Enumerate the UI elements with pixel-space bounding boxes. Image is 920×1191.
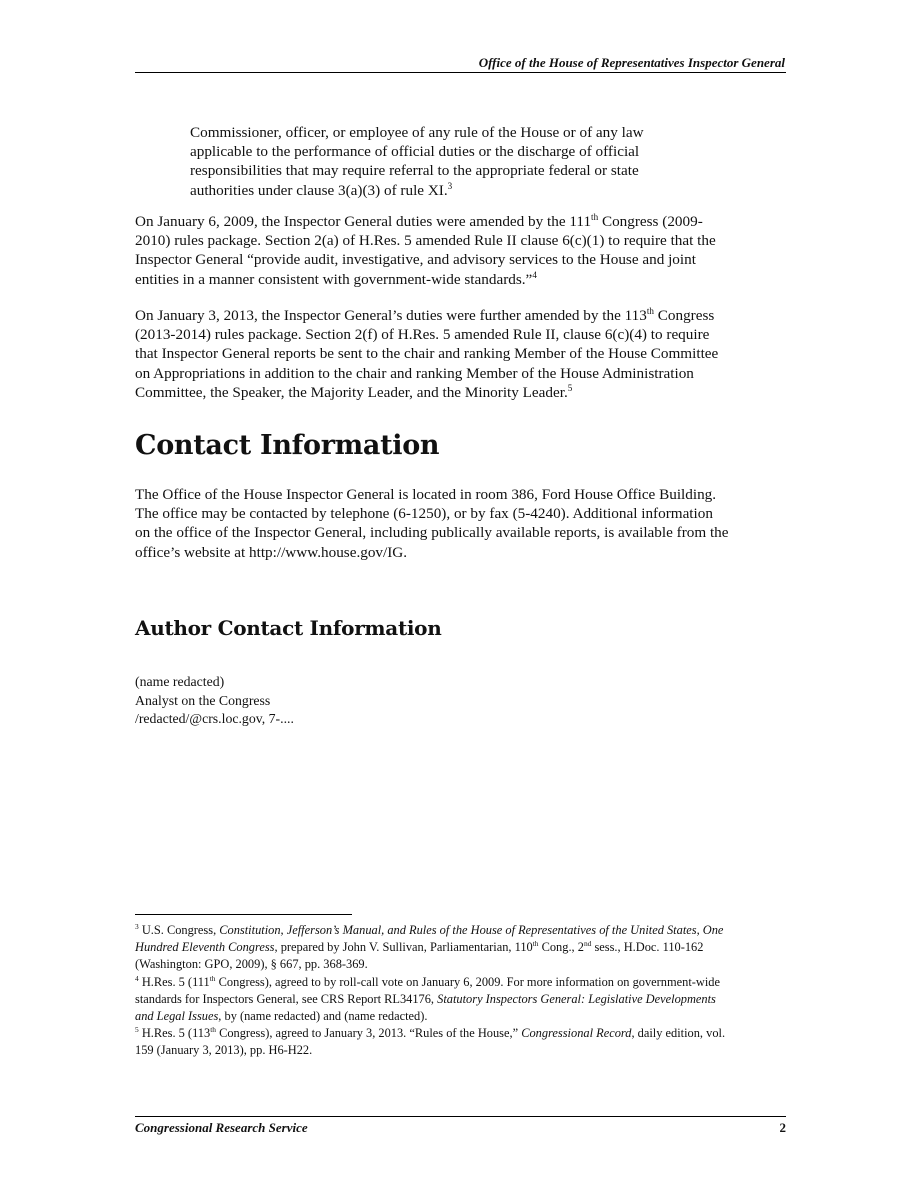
author-contact-block: [135, 673, 294, 729]
footnote-ref-3[interactable]: 3: [447, 180, 453, 191]
contact-line-2: The office may be contacted by telephone (6-1250), or by fax (5-4240). Additional information: [135, 505, 713, 523]
author-role: Analyst on the Congress: [135, 692, 271, 708]
section-heading-author-contact: Author Contact Information: [135, 616, 442, 640]
para2-line-3: that Inspector General reports be sent to the chair and ranking Member of the House Committee: [135, 345, 719, 363]
para1-line-4: entities in a manner consistent with government-wide standards.”$^4$: [135, 269, 537, 288]
footnote-separator: [135, 914, 352, 915]
footnote-3: $^3$ U.S. Congress, Constitution, Jefferson’s Manual, and Rules of the House of Representatives of the United States, One Hundred Eleventh Congress, prepared by John V. Sullivan, Parliamentarian, 110th Cong., 2nd sess., H.Doc. 110-162 (Washington: GPO, 2009), § 667, pp. 368-369.: [135, 921, 724, 971]
footer-organization: Congressional Research Service: [135, 1120, 308, 1135]
para1-line-3: Inspector General “provide audit, investigative, and advisory services to the House and joint: [135, 251, 696, 269]
para1-line-2: 2010) rules package. Section 2(a) of H.Res. 5 amended Rule II clause 6(c)(1) to require that the: [135, 232, 716, 250]
para2-line-4: on Appropriations in addition to the chair and ranking Member of the House Administration: [135, 364, 694, 382]
contact-paragraph: [135, 485, 729, 562]
contact-line-4: office’s website at http://www.house.gov/IG.: [135, 543, 408, 561]
contact-line-1: The Office of the House Inspector General is located in room 386, Ford House Office Building.: [135, 486, 717, 503]
contact-line-3: on the office of the Inspector General, including publically available reports, is available from the: [135, 524, 729, 542]
author-name: (name redacted): [135, 674, 225, 689]
para2-line-1: On January 3, 2013, the Inspector General’s duties were further amended by the 113th Congress: [135, 305, 715, 324]
author-email[interactable]: /redacted/@crs.loc.gov, 7-....: [135, 711, 294, 727]
paragraph-2009-amendment: [135, 212, 716, 289]
para2-line-5: Committee, the Speaker, the Majority Leader, and the Minority Leader.$^5$: [135, 382, 573, 401]
section-heading-contact-information: Contact Information: [135, 430, 440, 461]
page-number: 2: [779, 1120, 786, 1135]
quote-line-2: applicable to the performance of official duties or the discharge of official: [190, 143, 640, 161]
header-rule: [135, 72, 786, 73]
running-header-title: Office of the House of Representatives Inspector General: [478, 55, 785, 70]
footnote-5: $^5$ H.Res. 5 (113th Congress), agreed to January 3, 2013. “Rules of the House,” Congressional Record, daily edition, vol. 159 (January 3, 2013), pp. H6-H22.: [135, 1024, 726, 1057]
quoted-rule-text: [190, 123, 644, 200]
quote-line-4: authorities under clause 3(a)(3) of rule XI.$^3$: [190, 180, 453, 199]
paragraph-2013-amendment: [135, 306, 718, 402]
para1-line-1: On January 6, 2009, the Inspector General duties were amended by the 111th Congress (2009-: [135, 211, 703, 230]
footnote-4: $^4$ H.Res. 5 (111th Congress), agreed to by roll-call vote on January 6, 2009. For more information on government-wide standards for Inspectors General, see CRS Report RL34176, Statutory Inspectors General: Legislative Developments and Legal Issues, by (name redacted) and (name redacted).: [135, 973, 720, 1023]
quote-line-3: responsibilities that may require referral to the appropriate federal or state: [190, 162, 639, 180]
para2-line-2: (2013-2014) rules package. Section 2(f) of H.Res. 5 amended Rule II, clause 6(c)(4) to require: [135, 326, 710, 344]
footnote-ref-4[interactable]: 4: [532, 269, 537, 280]
footer-rule: [135, 1116, 786, 1117]
footnote-ref-5[interactable]: 5: [567, 382, 573, 393]
quote-line-1: Commissioner, officer, or employee of any rule of the House or of any law: [190, 124, 644, 141]
